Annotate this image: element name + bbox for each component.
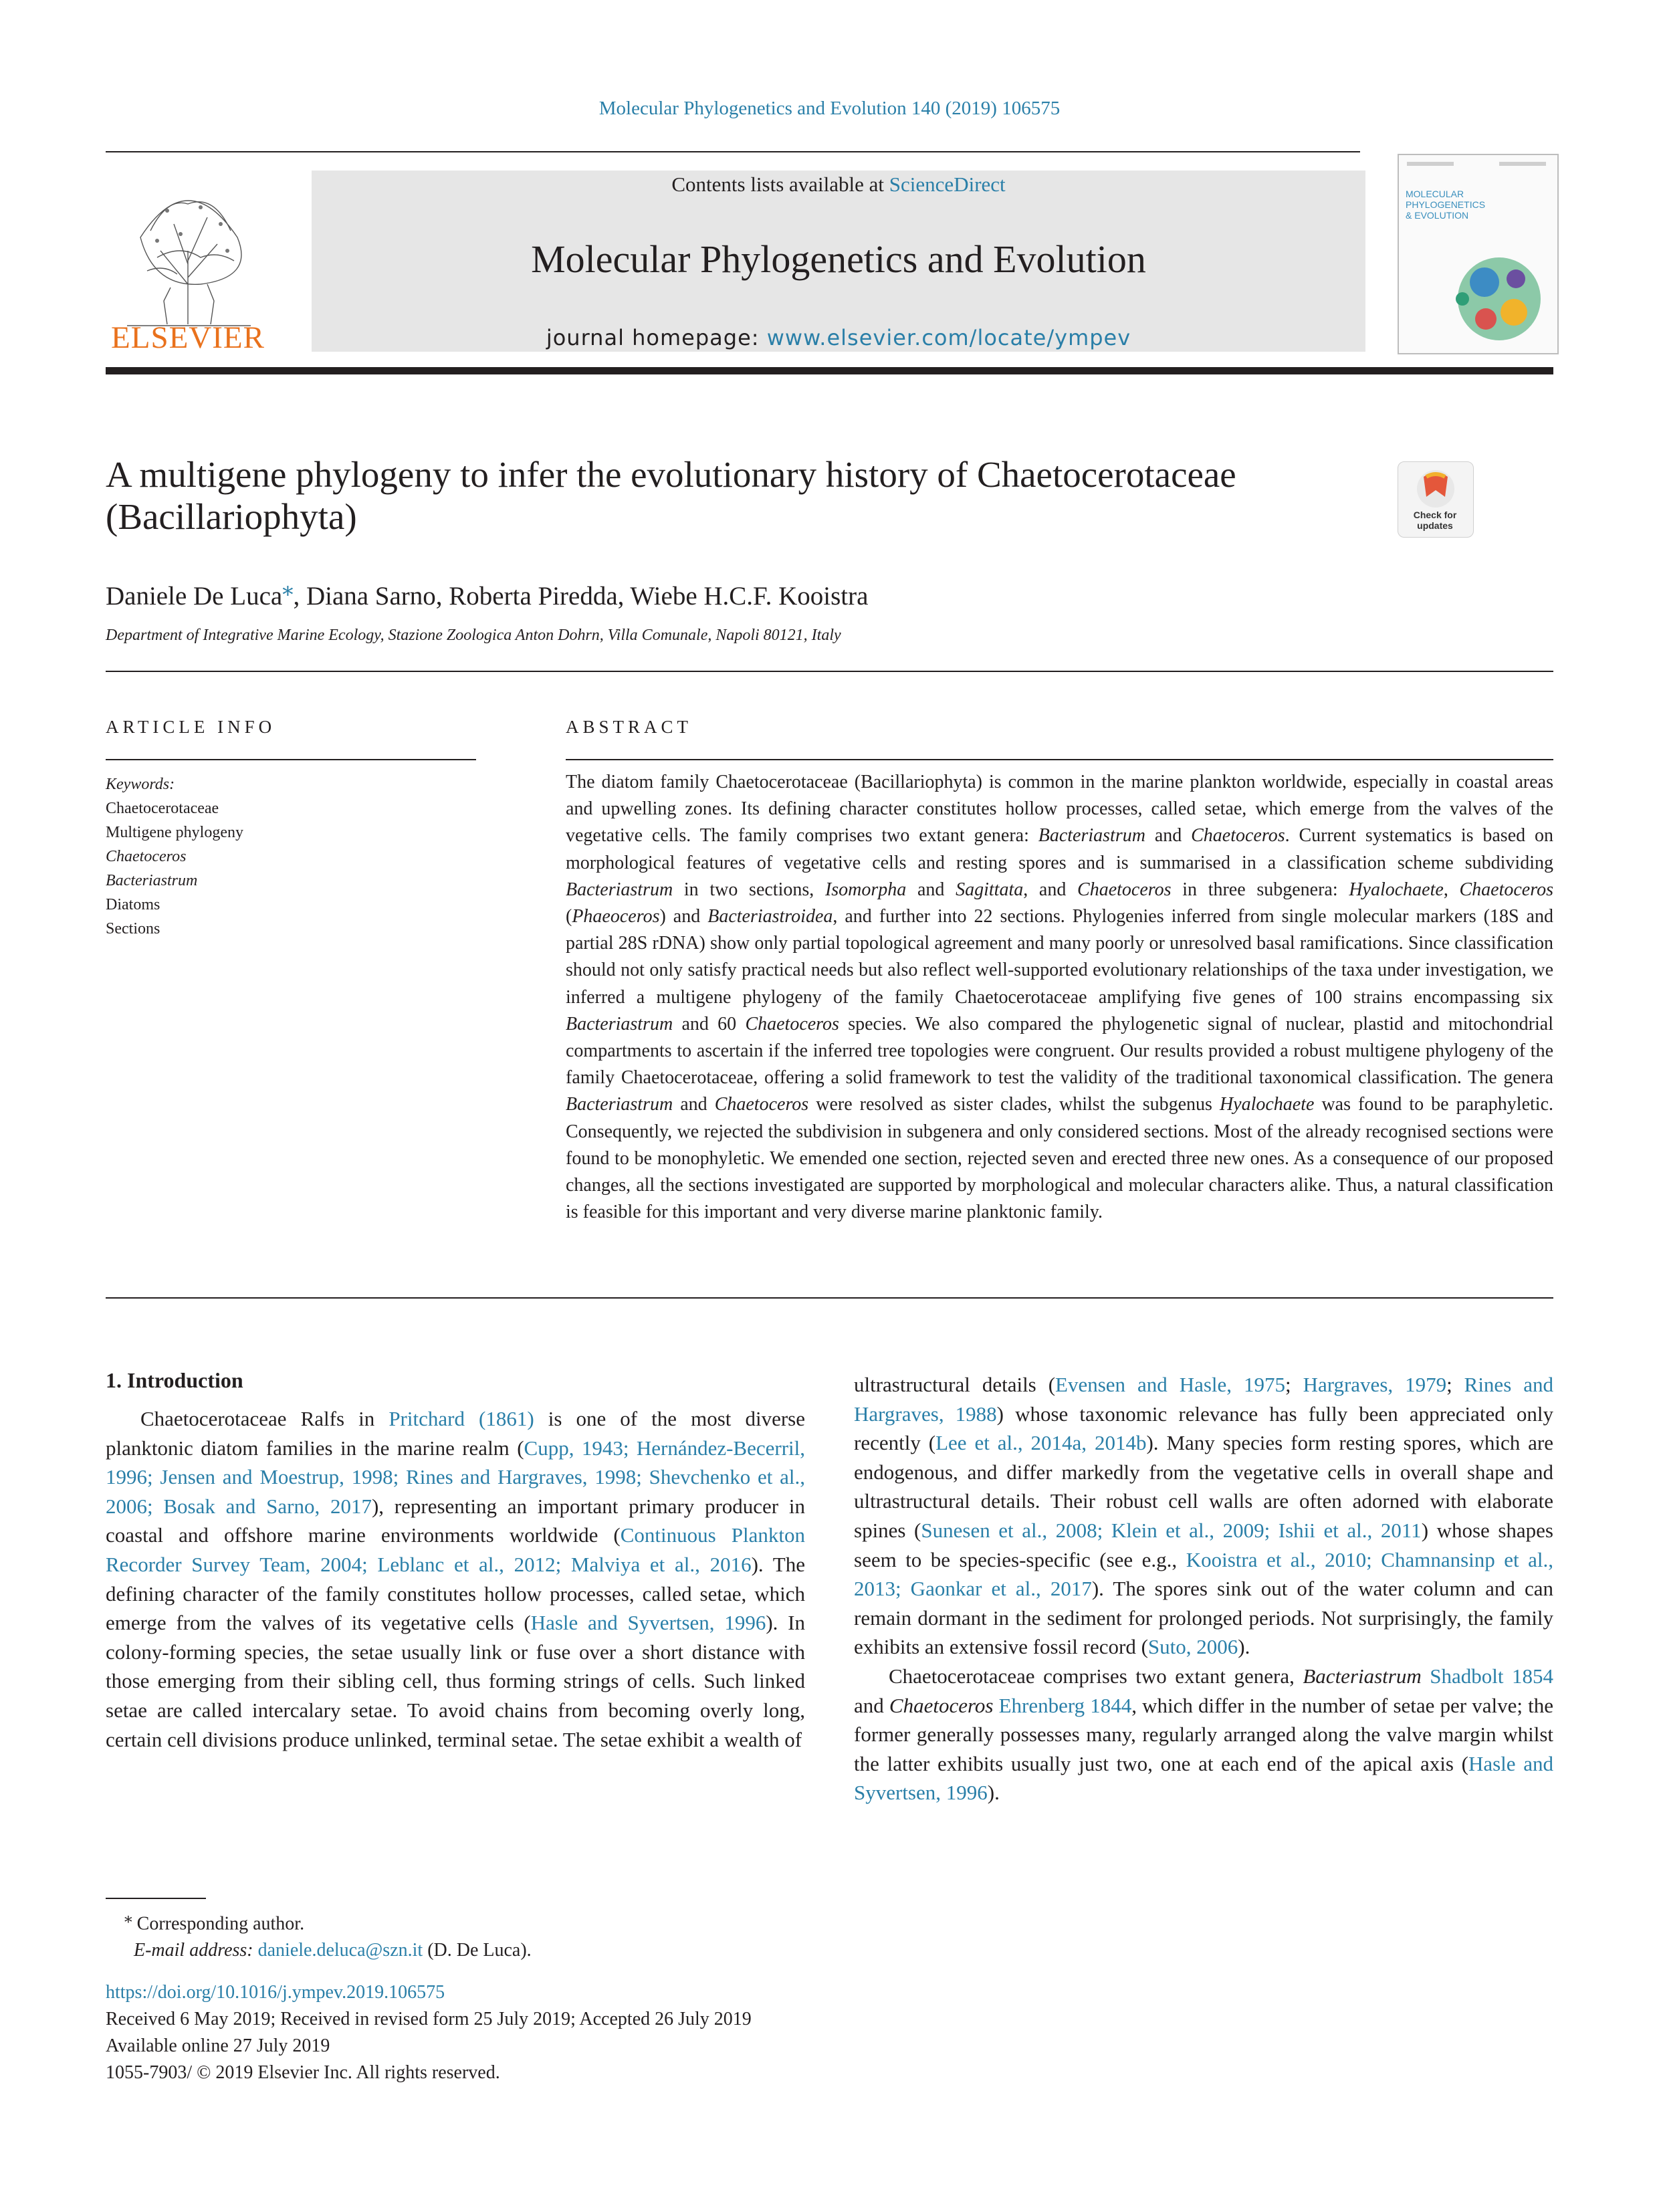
body-span: , which differ in the number of setae per valve; the former generally possesses many, regularly arranged along the valve margin whilst the latter exhibits usually just two, one at each end of the apical axis ( — [854, 1693, 1553, 1775]
citation-link[interactable]: Lee et al., 2014a, 2014b — [935, 1431, 1147, 1455]
abstract-taxon: Bacteriastrum — [566, 1094, 673, 1115]
homepage-link[interactable]: www.elsevier.com/locate/ympev — [766, 325, 1131, 350]
abstract-span: and — [1145, 825, 1192, 847]
intro-paragraph-1 — [106, 1404, 805, 1754]
body-span: ). — [987, 1781, 1000, 1805]
body-span: ) whose shapes seem to be species-specific (see e.g., — [854, 1518, 1553, 1571]
corresponding-footnote — [106, 1904, 532, 1964]
keyword-item: Multigene phylogeny — [106, 824, 243, 841]
body-span: ultrastructural details ( — [854, 1373, 1056, 1396]
body-span: ). The spores sink out of the water column and can remain dormant in the sediment for prolonged periods. Not surprisingly, the family exhibits an extensive fossil record ( — [854, 1577, 1553, 1659]
keyword-item: Sections — [106, 920, 160, 937]
abstract-taxon: Chaetoceros — [1077, 879, 1172, 900]
citation-link[interactable]: Sunesen et al., 2008; Klein et al., 2009; Ishii et al., 2011 — [921, 1518, 1422, 1542]
abstract-taxon: Hyalochaete — [1349, 879, 1444, 900]
body-span: ). The defining character of the family constitutes hollow processes, called setae, which emerge from the valves of its vegetative cells ( — [106, 1552, 805, 1635]
footnote-rule — [106, 1898, 206, 1899]
body-span: and — [854, 1693, 889, 1717]
cover-title-text — [1406, 189, 1485, 221]
email-link[interactable]: daniele.deluca@szn.it — [257, 1940, 423, 1961]
body-span: ). Many species form resting spores, which are endogenous, and differ markedly from the vegetative cells in overall shape and ultrastructural details. Their robust cell walls are often adorned with elaborate spines ( — [854, 1431, 1554, 1542]
affiliation: Department of Integrative Marine Ecology, Stazione Zoologica Anton Dohrn, Villa Comunale, Napoli 80121, Italy — [106, 627, 841, 644]
abstract-span: were resolved as sister clades, whilst the subgenus — [808, 1094, 1220, 1115]
abstract-taxon: Chaetoceros — [1191, 825, 1285, 847]
citation-link[interactable]: Pritchard (1861) — [389, 1407, 534, 1430]
keyword-item: Diatoms — [106, 896, 160, 913]
body-span: ), representing an important primary producer in coastal and offshore marine environments worldwide ( — [106, 1494, 805, 1547]
cover-line-2: PHYLOGENETICS — [1406, 199, 1486, 210]
author-list — [106, 575, 868, 611]
citation-link[interactable]: Shadbolt 1854 — [1430, 1664, 1553, 1688]
masthead-thick-rule — [106, 367, 1553, 374]
body-column-right — [854, 1370, 1553, 1807]
keyword-item: Bacteriastrum — [106, 872, 198, 889]
abstract-taxon: Chaetoceros — [714, 1094, 809, 1115]
body-span: ). In colony-forming species, the setae usually link or fuse over a short distance with those emerging from their sibling cell, thus forming strings of cells. Such linked setae are called intercalary setae. To avoid chains from becoming overly long, certain cell divisions produce unlinked, terminal setae. The setae exhibit a wealth of — [106, 1611, 805, 1751]
abstract-taxon: Isomorpha — [824, 879, 907, 900]
citation-link[interactable]: Hasle and Syvertsen, 1996 — [530, 1611, 766, 1635]
article-info-heading: ARTICLE INFO — [106, 717, 276, 737]
taxon-name: Chaetoceros — [889, 1693, 994, 1717]
abstract-span: and — [673, 1094, 715, 1115]
header-rule — [106, 151, 1360, 152]
cover-line-3: & EVOLUTION — [1406, 210, 1469, 221]
citation-link[interactable]: Ehrenberg 1844 — [998, 1693, 1132, 1717]
corresponding-mark[interactable]: ⁎ — [282, 576, 294, 600]
introduction-heading: 1. Introduction — [106, 1368, 243, 1392]
abstract-taxon: Phaeoceros — [572, 906, 660, 927]
body-span: ). — [1238, 1635, 1250, 1659]
citation-link[interactable]: Suto, 2006 — [1147, 1635, 1238, 1659]
email-suffix: (D. De Luca). — [423, 1940, 532, 1961]
citation-link[interactable]: Evensen and Hasle, 1975 — [1055, 1373, 1285, 1396]
journal-cover-thumbnail[interactable] — [1398, 154, 1559, 354]
abstract-span: was found to be paraphyletic. Consequently, we rejected the subdivision in subgenera and only considered sections. Most of the already recognised sections were found to be monophyletic. We emended one section, rejected seven and erected three new ones. As a consequence of our proposed changes, all the sections investigated are supported by morphological and molecular characters alike. Thus, a natural classification is feasible for this important and very diverse marine planktonic family. — [566, 1094, 1553, 1223]
intro-paragraph-2 — [854, 1662, 1553, 1807]
journal-name: Molecular Phylogenetics and Evolution — [531, 237, 1146, 281]
abstract-taxon: Bacteriastrum — [566, 1013, 673, 1034]
publication-info — [106, 1979, 752, 2086]
abstract-taxon: Chaetoceros — [745, 1013, 839, 1034]
contents-line — [312, 173, 1365, 197]
title-block-rule — [106, 671, 1553, 672]
abstract-span: and — [906, 879, 956, 900]
homepage-line — [312, 325, 1365, 350]
footnote-line-1 — [106, 1904, 532, 1937]
footnote-mark: ⁎ — [124, 1909, 132, 1926]
body-column-left — [106, 1404, 805, 1754]
abstract-span: in three subgenera: — [1171, 879, 1349, 900]
body-span: Chaetocerotaceae comprises two extant genera, — [889, 1664, 1303, 1688]
abstract-taxon: Hyalochaete — [1219, 1094, 1315, 1115]
body-span: is one of the most diverse planktonic diatom families in the marine realm ( — [106, 1407, 805, 1460]
body-span: ) whose taxonomic relevance has fully been appreciated only recently ( — [854, 1402, 1553, 1455]
received-dates: Received 6 May 2019; Received in revised form 25 July 2019; Accepted 26 July 2019 — [106, 2009, 752, 2029]
citation-link[interactable]: Cupp, 1943; Hernández-Becerril, 1996; Jensen and Moestrup, 1998; Rines and Hargraves, 1998; Shevchenko et al., 2006; Bosak and Sarno, 2017 — [106, 1436, 805, 1518]
abstract-taxon: Bacteriastroidea — [707, 906, 833, 927]
abstract-span: , and further into 22 sections. Phylogenies inferred from single molecular markers (18S and partial 28S rDNA) show only partial topological agreement and many poorly or unresolved basal ramifications. Since classification should not only satisfy practical needs but also reflect well-supported evolutionary relationships of the taxa under investigation, we inferred a multigene phylogeny of the family Chaetocerotaceae amplifying five genes of 100 strains encompassing six — [566, 906, 1553, 1008]
citation-link[interactable]: Rines and Hargraves, 1988 — [854, 1373, 1553, 1426]
citation-link[interactable]: Hargraves, 1979 — [1303, 1373, 1447, 1396]
abstract-span: ) and — [659, 906, 708, 927]
check-label-line-2: updates — [1417, 520, 1453, 531]
other-authors: , Diana Sarno, Roberta Piredda, Wiebe H.C.F. Kooistra — [293, 582, 869, 611]
abstract-span: , — [1443, 879, 1460, 900]
article-info-rule — [106, 759, 476, 760]
abstract-heading: ABSTRACT — [566, 717, 693, 737]
publisher-wordmark: ELSEVIER — [111, 320, 265, 355]
body-span: ; — [1446, 1373, 1464, 1396]
abstract-taxon: Bacteriastrum — [1038, 825, 1145, 847]
homepage-prefix: journal homepage: — [546, 325, 767, 350]
abstract-span: and 60 — [673, 1013, 746, 1034]
abstract-span: , and — [1023, 879, 1078, 900]
intro-paragraph-1-continued — [854, 1370, 1553, 1662]
body-span: Chaetocerotaceae Ralfs in — [140, 1407, 389, 1430]
body-span: ; — [1285, 1373, 1303, 1396]
abstract-taxon: Chaetoceros — [1459, 879, 1553, 900]
check-for-updates-label — [1398, 510, 1472, 531]
abstract-span: The diatom family Chaetocerotaceae (Bacillariophyta) is common in the marine plankton worldwide, especially in coastal areas and upwelling zones. Its defining character constitutes hollow processes, called setae, which emerge from the valves of the vegetative cells. The family comprises two extant genera: — [566, 772, 1553, 847]
abstract-span: . Current systematics is based on morphological features of vegetative cells and resting spores and is summarised in a classification scheme subdividing — [566, 825, 1553, 873]
abstract-span: species. We also compared the phylogenetic signal of nuclear, plastid and mitochondrial compartments to ascertain if the inferred tree topologies were congruent. Our results provided a robust multigene phylogeny of the family Chaetocerotaceae, offering a solid framework to test the validity of the traditional taxonomical classification. The genera — [566, 1013, 1553, 1089]
keyword-item: Chaetoceros — [106, 848, 187, 865]
running-header[interactable]: Molecular Phylogenetics and Evolution 140 (2019) 106575 — [598, 98, 1061, 119]
footnote-text: Corresponding author. — [132, 1913, 305, 1934]
doi-link[interactable]: https://doi.org/10.1016/j.ympev.2019.106575 — [106, 1982, 445, 2003]
taxon-name: Bacteriastrum — [1303, 1664, 1422, 1688]
keyword-item: Chaetocerotaceae — [106, 800, 219, 817]
keywords-label: Keywords: — [106, 776, 175, 793]
check-label-line-1: Check for — [1413, 510, 1457, 520]
email-label: E-mail address: — [134, 1940, 258, 1961]
author-1: Daniele De Luca — [106, 582, 283, 611]
copyright-notice: 1055-7903/ © 2019 Elsevier Inc. All rights reserved. — [106, 2062, 500, 2083]
paper-title: A multigene phylogeny to infer the evolutionary history of Chaetocerotaceae (Bacillariophyta) — [106, 454, 1236, 537]
abstract-rule — [566, 759, 1553, 760]
abstract-span: in two sections, — [673, 879, 825, 900]
abstract-text — [566, 769, 1553, 1226]
footnote-line-2 — [106, 1937, 532, 1964]
abstract-taxon: Sagittata — [956, 879, 1024, 900]
keywords-block — [106, 772, 243, 941]
citation-link[interactable]: Kooistra et al., 2010; Chamnansinp et al., 2013; Gaonkar et al., 2017 — [854, 1547, 1553, 1601]
cover-artwork — [1399, 155, 1557, 353]
sciencedirect-link[interactable]: ScienceDirect — [889, 173, 1006, 196]
abstract-taxon: Bacteriastrum — [566, 879, 673, 900]
abstract-span: ( — [566, 906, 572, 927]
abstract-bottom-rule — [106, 1297, 1553, 1299]
citation-link[interactable]: Hasle and Syvertsen, 1996 — [854, 1751, 1553, 1805]
cover-line-1: MOLECULAR — [1406, 189, 1464, 199]
contents-prefix: Contents lists available at — [671, 173, 889, 196]
citation-link[interactable]: Continuous Plankton Recorder Survey Team, 2004; Leblanc et al., 2012; Malviya et al., 2016 — [106, 1523, 805, 1576]
available-online: Available online 27 July 2019 — [106, 2035, 330, 2056]
